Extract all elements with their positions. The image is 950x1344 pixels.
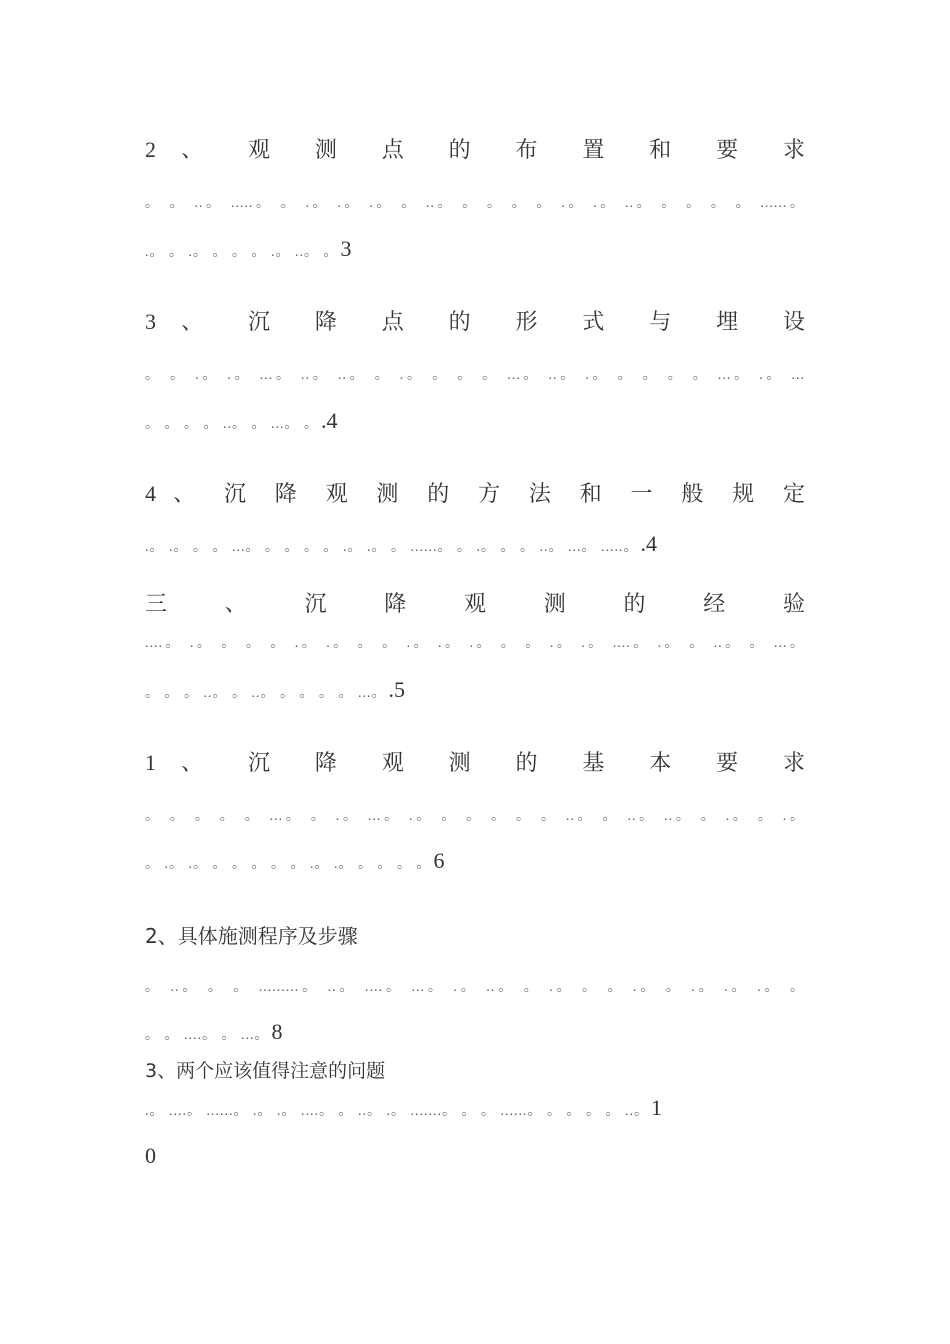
toc-page-number: 1 bbox=[651, 1095, 662, 1120]
toc-leader-dots: .。 ....。 ......。 .。 .。 ....。 。 ..。 .。 .......。 。 。 ......。 。 。 。 。 ..。1 bbox=[145, 1095, 662, 1120]
toc-leader-dots: 。 .。 .。 。 。 。 。 。 .。 .。 。 。 。 。6 bbox=[145, 848, 445, 873]
toc-heading-observation-point-layout: 2 、 观 测 点 的 布 置 和 要 求 bbox=[145, 137, 805, 162]
toc-page-number: 8 bbox=[271, 1019, 283, 1044]
toc-page-number-continued: 0 bbox=[145, 1143, 156, 1168]
toc-page-number: 6 bbox=[433, 848, 445, 873]
toc-leader-dots: 。 。 ....。 。 ...。8 bbox=[145, 1019, 283, 1044]
toc-page-number: 3 bbox=[340, 236, 352, 261]
toc-page-number: .4 bbox=[321, 408, 338, 433]
toc-page-number: .5 bbox=[388, 677, 405, 702]
toc-leader-dots: ....。 .。 。 。 。 .。 .。 。 。 .。 .。 .。 。 。 .。 .。 ....。 .。 。 ..。 。 ...。 bbox=[145, 636, 805, 651]
toc-page-number: .4 bbox=[640, 531, 657, 556]
toc-heading-notable-issues: 3、两个应该值得注意的问题 bbox=[145, 1060, 386, 1082]
toc-leader-dots: .。 。 .。 。 。 。 .。 ..。 。3 bbox=[145, 236, 352, 261]
toc-heading-observation-experience: 三 、 沉 降 观 测 的 经 验 bbox=[145, 591, 805, 616]
toc-leader-dots: 。 。 。 。 。 ...。 。 .。 ...。 .。 。 。 。 。 。 ..。 。 ..。 ..。 。 .。 。 .。 bbox=[145, 809, 805, 824]
toc-leader-dots: 。 ..。 。 。 .........。 ..。 ....。 ...。 .。 ..。 。 .。 。 。 .。 。 .。 .。 .。 。 bbox=[145, 980, 805, 995]
toc-heading-procedure-steps: 2、具体施测程序及步骤 bbox=[145, 924, 358, 948]
toc-leader-dots: 。 。 .。 .。 ...。 ..。 ..。 。 .。 。 。 。 ...。 ..。 .。 。 。 。 。 ...。 .。 ... bbox=[145, 368, 805, 383]
toc-heading-observation-methods: 4 、 沉 降 观 测 的 方 法 和 一 般 规 定 bbox=[145, 481, 805, 506]
toc-leader-dots: 。 。 ..。 .....。 。 .。 .。 .。 。 ..。 。 。 。 。 .。 .。 ..。 。 。 。 。 ......。 bbox=[145, 196, 805, 211]
toc-leader-dots: 。 。 。 ..。 。 ..。 。 。 。 。 ...。.5 bbox=[145, 677, 405, 702]
toc-leader-dots: .。 .。 。 。 ...。 。 。 。 。 .。 .。 。 ......。 。 .。 。 。 ..。 ...。 .....。.4 bbox=[145, 531, 657, 556]
toc-leader-dots: 。 。 。 。 ..。 。 ...。 。.4 bbox=[145, 408, 338, 433]
toc-heading-basic-requirements: 1 、 沉 降 观 测 的 基 本 要 求 bbox=[145, 750, 805, 775]
toc-heading-settlement-point-form: 3 、 沉 降 点 的 形 式 与 埋 设 bbox=[145, 309, 805, 334]
